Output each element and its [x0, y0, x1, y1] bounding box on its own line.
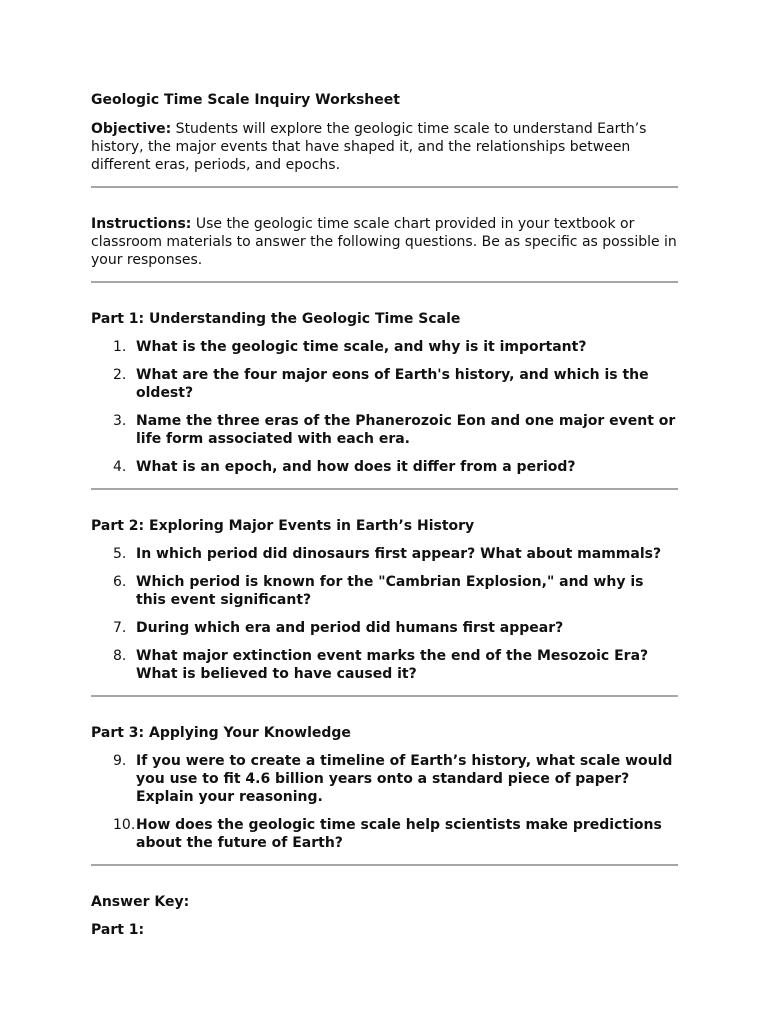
divider — [91, 281, 678, 283]
question-text: During which era and period did humans first appear? — [136, 620, 564, 636]
question-text: How does the geologic time scale help scientists make predictions about the future of Earth? — [136, 817, 662, 851]
instructions-text: Use the geologic time scale chart provided in your textbook or classroom materials to answer the following questions. Be as specific as possible in your responses. — [91, 216, 677, 268]
part3-question-list — [91, 752, 678, 852]
question-number: 7. — [113, 620, 127, 636]
question-item — [91, 752, 678, 806]
question-number: 8. — [113, 648, 127, 664]
question-item — [91, 619, 678, 637]
question-item — [91, 573, 678, 609]
divider — [91, 186, 678, 188]
divider — [91, 864, 678, 866]
question-text: What is the geologic time scale, and why is it important? — [136, 339, 587, 355]
part2-question-list — [91, 545, 678, 683]
question-text: If you were to create a timeline of Earth’s history, what scale would you use to fit 4.6 billion years onto a standard piece of paper? Explain your reasoning. — [136, 753, 673, 805]
question-item — [91, 816, 678, 852]
question-number: 1. — [113, 339, 127, 355]
question-item — [91, 458, 678, 476]
question-number: 9. — [113, 753, 127, 769]
part1-question-list — [91, 338, 678, 476]
question-text: What major extinction event marks the end of the Mesozoic Era? What is believed to have caused it? — [136, 648, 649, 682]
objective-paragraph — [91, 120, 678, 174]
question-number: 10. — [113, 817, 136, 833]
question-number: 6. — [113, 574, 127, 590]
part2-title: Part 2: Exploring Major Events in Earth’s History — [91, 518, 475, 534]
answer-key-title: Answer Key: — [91, 894, 190, 910]
divider — [91, 488, 678, 490]
question-text: What are the four major eons of Earth's history, and which is the oldest? — [136, 367, 649, 401]
answer-key-part1-label: Part 1: — [91, 922, 145, 938]
question-text: Name the three eras of the Phanerozoic Eon and one major event or life form associated with each era. — [136, 413, 676, 447]
worksheet-page — [91, 91, 678, 949]
objective-label: Objective: — [91, 121, 172, 137]
objective-text: Students will explore the geologic time scale to understand Earth’s history, the major events that have shaped it, and the relationships between different eras, periods, and epochs. — [91, 121, 647, 173]
question-item — [91, 647, 678, 683]
question-item — [91, 412, 678, 448]
instructions-label: Instructions: — [91, 216, 192, 232]
question-number: 3. — [113, 413, 127, 429]
question-number: 4. — [113, 459, 127, 475]
question-text: Which period is known for the "Cambrian Explosion," and why is this event significant? — [136, 574, 644, 608]
divider — [91, 695, 678, 697]
part3-title: Part 3: Applying Your Knowledge — [91, 725, 351, 741]
worksheet-title: Geologic Time Scale Inquiry Worksheet — [91, 92, 400, 108]
question-item — [91, 366, 678, 402]
part1-title: Part 1: Understanding the Geologic Time Scale — [91, 311, 461, 327]
question-item — [91, 545, 678, 563]
question-item — [91, 338, 678, 356]
instructions-paragraph — [91, 215, 678, 269]
question-text: In which period did dinosaurs first appear? What about mammals? — [136, 546, 662, 562]
question-number: 2. — [113, 367, 127, 383]
question-text: What is an epoch, and how does it differ from a period? — [136, 459, 576, 475]
question-number: 5. — [113, 546, 127, 562]
